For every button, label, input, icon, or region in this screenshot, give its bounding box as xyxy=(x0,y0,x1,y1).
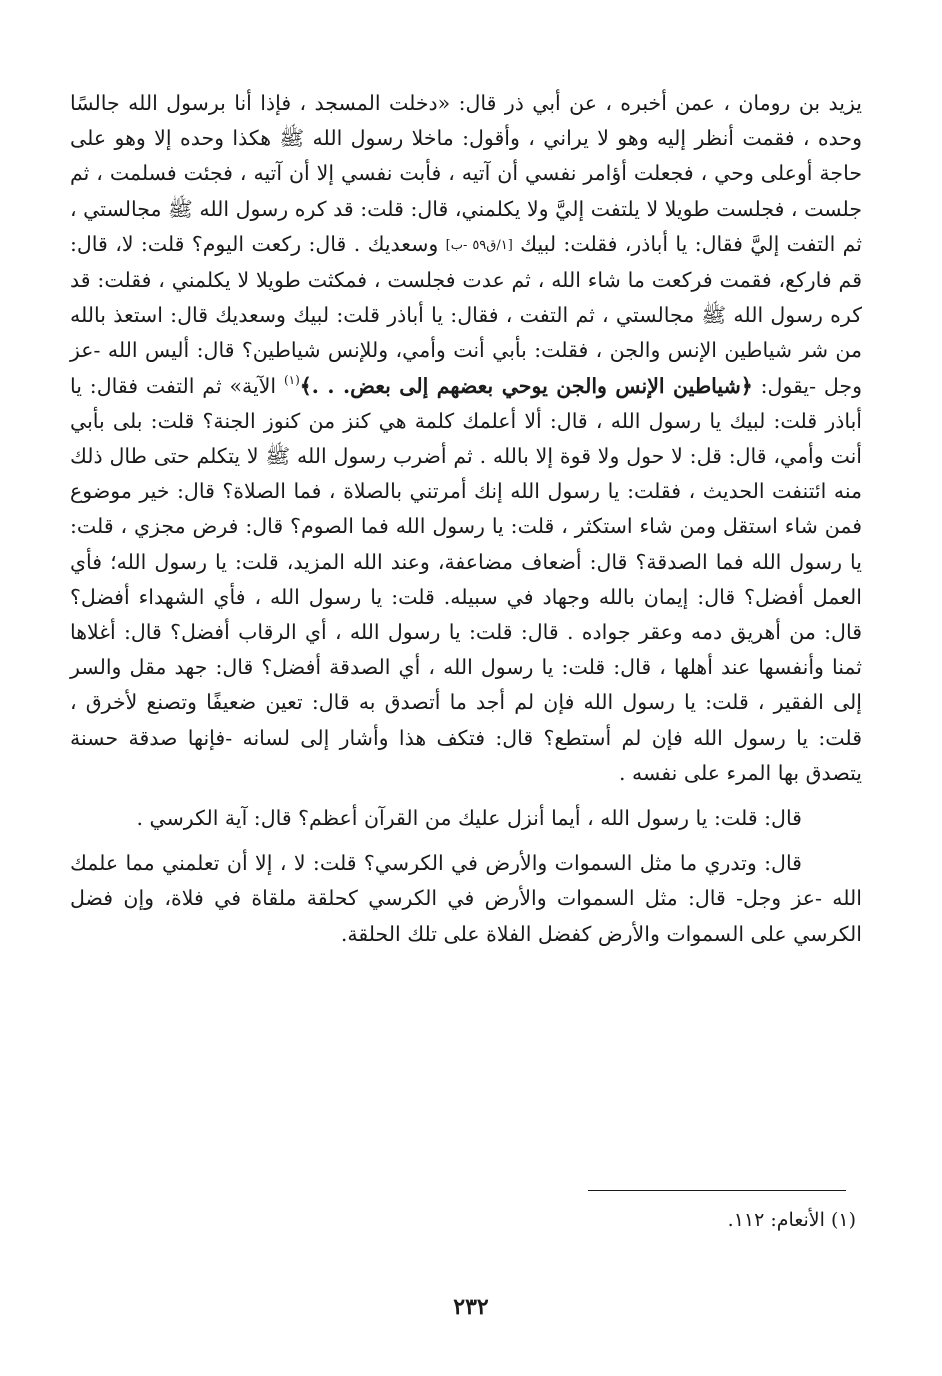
footnote: (١) الأنعام: ١١٢. xyxy=(727,1209,856,1231)
footnote-divider xyxy=(588,1190,846,1191)
paragraph-segment: يزيد بن رومان ، عمن أخبره ، عن أبي ذر قال: «دخلت المسجد ، فإذا أنا برسول الله جالسًا وحده ، فقمت أنظر إليه وهو لا يراني ، وأقول: ماخلا رسول الله ﷺ هكذا وحده إلا وهو على حاجة أوعلى وحي ، فجعلت أؤامر نفسي أن آتيه ، فأبت نفسي إلا أن آتيه ، فجئت فسلمت ، ثم جلست ، فجلست طويلا لا يلتفت إليَّ ولا يكلمني، قال: قلت: قد كره رسول الله ﷺ مجالستي ، ثم التفت إليَّ فقال: يا أباذر، فقلت: لبيك xyxy=(70,91,862,256)
paragraph-segment: الآية» ثم التفت فقال: يا أباذر قلت: لبيك يا رسول الله ، قال: ألا أعلمك كلمة هي كنز من كنوز الجنة؟ قلت: بلى بأبي أنت وأمي، قال: قل: لا حول ولا قوة إلا بالله . ثم أضرب رسول الله ﷺ لا يتكلم حتى طال ذلك منه ائتنفت الحديث ، فقلت: يا رسول الله إنك أمرتني بالصلاة ، فما الصلاة؟ قال: خير موضوع فمن شاء استقل ومن شاء استكثر ، قلت: يا رسول الله فما الصوم؟ قال: فرض مجزي ، قلت: يا رسول الله فما الصدقة؟ قال: أضعاف مضاعفة، وعند الله المزيد، قلت: يا رسول الله؛ فأي العمل أفضل؟ قال: إيمان بالله وجهاد في سبيله. قلت: يا رسول الله ، فأي الشهداء أفضل؟ قال: من أهريق دمه وعقر جواده . قال: قلت: يا رسول الله ، أي الرقاب أفضل؟ قال: أغلاها ثمنا وأنفسها عند أهلها ، قال: قلت: يا رسول الله ، أي الصدقة أفضل؟ قال: جهد مقل والسر إلى الفقير ، قلت: يا رسول الله فإن لم أجد ما أتصدق به قال: تعين ضعيفًا وتصنع لأخرق ، قلت: يا رسول الله فإن لم أستطع؟ قال: فتكف هذا وأشار إلى لسانه -فإنها صدقة حسنة يتصدق بها المرء على نفسه . xyxy=(70,373,862,785)
main-text xyxy=(70,86,862,952)
footnote-reference: (١) xyxy=(283,372,300,387)
paragraph-segment: وسعديك . قال: ركعت اليوم؟ قلت: لا، قال: قم فاركع، فقمت فركعت ما شاء الله ، ثم عدت فجلست ، فمكثت طويلا لا يكلمني ، فقلت: قد كره رسول الله ﷺ مجالستي ، ثم التفت ، فقال: يا أباذر قلت: لبيك وسعديك قال: استعذ بالله من شر شياطين الإنس والجن ، فقلت: بأبي أنت وأمي، وللإنس شياطين؟ قال: أليس الله -عز وجل -يقول: xyxy=(70,231,862,398)
paragraph-ayat-kursi: قال: قلت: يا رسول الله ، أيما أنزل عليك من القرآن أعظم؟ قال: آية الكرسي . xyxy=(136,806,802,831)
manuscript-folio-marker: [١/ق٥٩ -ب] xyxy=(445,237,513,253)
quran-verse: ﴿شياطين الإنس والجن يوحي بعضهم إلى بعض. . .﴾ xyxy=(299,373,753,398)
page-number: ٢٣٢ xyxy=(453,1294,489,1320)
paragraph-kursi-parable: قال: وتدري ما مثل السموات والأرض في الكرسي؟ قلت: لا ، إلا أن تعلمني مما علمك الله -عز وجل- قال: مثل السموات والأرض في الكرسي كحلقة ملقاة في فلاة، وإن فضل الكرسي على السموات والأرض كفضل الفلاة على تلك الحلقة. xyxy=(70,851,862,946)
paragraph-hadith xyxy=(70,86,862,791)
